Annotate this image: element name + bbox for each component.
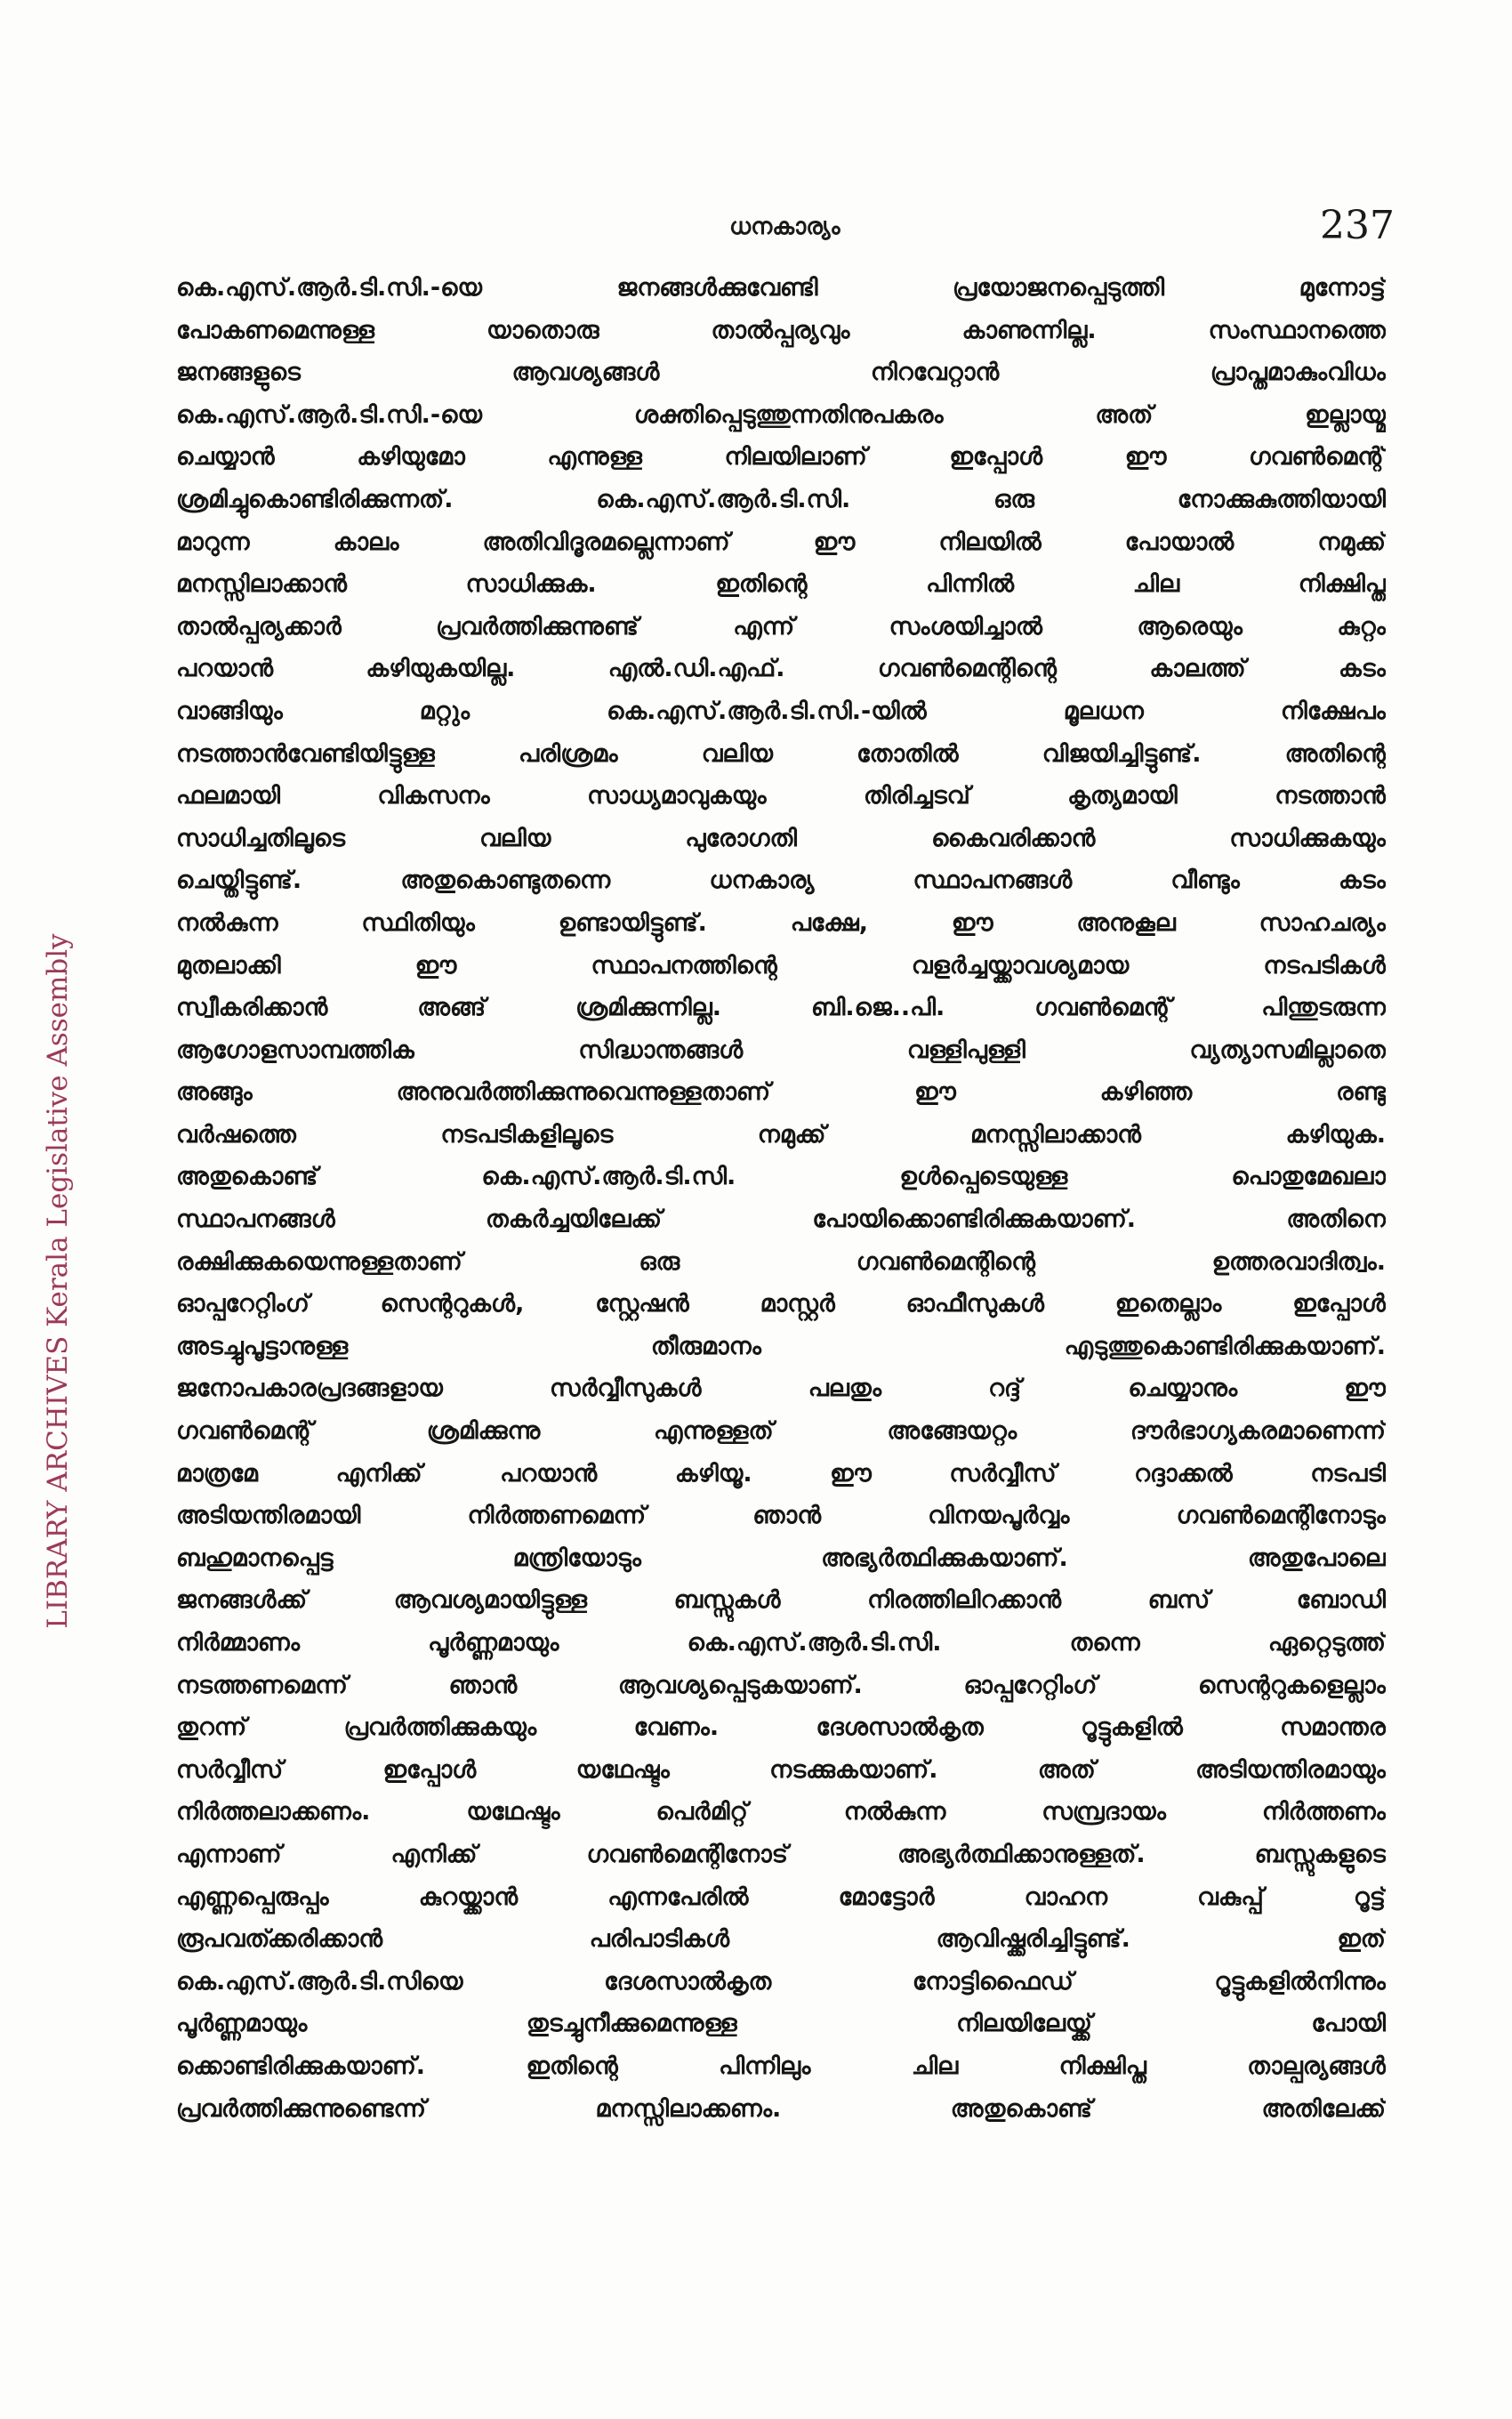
text-line: അങ്ങും അനുവർത്തിക്കുന്നുവെന്നുള്ളതാണ് ഈ കഴിഞ്ഞ രണ്ടു [176, 1078, 1386, 1107]
text-line: സ്വീകരിക്കാൻ അങ്ങ് ശ്രമിക്കുന്നില്ല. ബി.ജെ..പി. ഗവൺമെന്റ് പിന്തുടരുന്ന [176, 994, 1386, 1022]
text-line: മാറുന്ന കാലം അതിവിദൂരമല്ലെന്നാണ് ഈ നിലയിൽ പോയാൽ നമുക്ക് [176, 528, 1386, 556]
text-line: ഗവൺമെന്റ് ശ്രമിക്കുന്നു എന്നുള്ളത് അങ്ങേയറ്റം ദൗർഭാഗ്യകരമാണെന്ന് [176, 1417, 1386, 1446]
running-header-title: ധനകാര്യം [729, 214, 840, 240]
text-line: മനസ്സിലാക്കാൻ സാധിക്കുക. ഇതിന്റെ പിന്നിൽ ചില നിക്ഷിപ്ത [176, 570, 1386, 599]
text-line: ജനോപകാരപ്രദങ്ങളായ സർവ്വീസുകൾ പലതും റദ്ദ് ചെയ്യാനും ഈ [176, 1375, 1386, 1403]
text-line: മാത്രമേ എനിക്ക് പറയാൻ കഴിയൂ. ഈ സർവ്വീസ് റദ്ദാക്കൽ നടപടി [176, 1459, 1386, 1488]
text-line: വാങ്ങിയും മറ്റും കെ.എസ്.ആർ.ടി.സി.-യിൽ മൂലധന നിക്ഷേപം [176, 697, 1386, 725]
text-line: പോകണമെന്നുള്ള യാതൊരു താൽപ്പര്യവും കാണുന്നില്ല. സംസ്ഥാനത്തെ [176, 316, 1386, 344]
text-line: പറയാൻ കഴിയുകയില്ല. എൽ.ഡി.എഫ്. ഗവൺമെന്റിന്റെ കാലത്ത് കടം [176, 655, 1386, 683]
text-line: ശ്രമിച്ചുകൊണ്ടിരിക്കുന്നത്. കെ.എസ്.ആർ.ടി.സി. ഒരു നോക്കുകുത്തിയായി [176, 485, 1386, 513]
watermark-container [36, 836, 89, 1726]
text-line: അതുകൊണ്ട് കെ.എസ്.ആർ.ടി.സി. ഉൾപ്പെടെയുള്ള പൊതുമേഖലാ [176, 1163, 1386, 1191]
text-line: ക്കൊണ്ടിരിക്കുകയാണ്. ഇതിന്റെ പിന്നിലും ചില നിക്ഷിപ്ത താല്പര്യങ്ങൾ [176, 2052, 1386, 2080]
text-line: നടത്താൻവേണ്ടിയിട്ടുള്ള പരിശ്രമം വലിയ തോതിൽ വിജയിച്ചിട്ടുണ്ട്. അതിന്റെ [176, 739, 1386, 768]
text-line: സാധിച്ചതിലൂടെ വലിയ പുരോഗതി കൈവരിക്കാൻ സാധിക്കുകയും [176, 824, 1386, 852]
text-line: ചെയ്തിട്ടുണ്ട്. അതുകൊണ്ടുതന്നെ ധനകാര്യ സ്ഥാപനങ്ങൾ വീണ്ടും കടം [176, 867, 1386, 895]
text-line: താൽപ്പര്യക്കാർ പ്രവർത്തിക്കുന്നുണ്ട് എന്ന് സംശയിച്ചാൽ ആരെയും കുറ്റം [176, 612, 1386, 641]
text-line: സർവ്വീസ് ഇപ്പോൾ യഥേഷ്ടം നടക്കുകയാണ്. അത് അടിയന്തിരമായും [176, 1755, 1386, 1784]
text-line: പ്രവർത്തിക്കുന്നുണ്ടെന്ന് മനസ്സിലാക്കണം. അതുകൊണ്ട് അതിലേക്ക് [176, 2094, 1386, 2123]
text-line: ബഹുമാനപ്പെട്ട മന്ത്രിയോടും അഭ്യർത്ഥിക്കുകയാണ്. അതുപോലെ [176, 1544, 1386, 1572]
text-line: ചെയ്യാൻ കഴിയുമോ എന്നുള്ള നിലയിലാണ് ഇപ്പോൾ ഈ ഗവൺമെന്റ് [176, 443, 1386, 472]
text-line: നടത്തണമെന്ന് ഞാൻ ആവശ്യപ്പെടുകയാണ്. ഓപ്പറേറ്റിംഗ് സെന്ററുകളെല്ലാം [176, 1671, 1386, 1699]
text-line: കെ.എസ്.ആർ.ടി.സിയെ ദേശസാൽകൃത നോട്ടിഫൈഡ് റൂട്ടുകളിൽനിന്നും [176, 1967, 1386, 1996]
page-number: 237 [1320, 203, 1395, 248]
text-line: എന്നാണ് എനിക്ക് ഗവൺമെന്റിനോട് അഭ്യർത്ഥിക്കാനുള്ളത്. ബസ്സുകളുടെ [176, 1840, 1386, 1868]
text-line: നിർമ്മാണം പൂർണ്ണമായും കെ.എസ്.ആർ.ടി.സി. തന്നെ ഏറ്റെടുത്ത് [176, 1629, 1386, 1657]
text-line: ആഗോളസാമ്പത്തിക സിദ്ധാന്തങ്ങൾ വള്ളിപുള്ളി വ്യത്യാസമില്ലാതെ [176, 1036, 1386, 1064]
text-line: ഓപ്പറേറ്റിംഗ് സെന്ററുകൾ, സ്റ്റേഷൻ മാസ്റ്റർ ഓഫീസുകൾ ഇതെല്ലാം ഇപ്പോൾ [176, 1290, 1386, 1318]
text-line: കെ.എസ്.ആർ.ടി.സി.-യെ ജനങ്ങൾക്കുവേണ്ടി പ്രയോജനപ്പെടുത്തി മുന്നോട്ട് [176, 274, 1386, 302]
text-line: പൂർണ്ണമായും തുടച്ചുനീക്കുമെന്നുള്ള നിലയിലേയ്ക്ക് പോയി [176, 2010, 1386, 2038]
text-line: അടിയന്തിരമായി നിർത്തണമെന്ന് ഞാൻ വിനയപൂർവ്വം ഗവൺമെന്റിനോടും [176, 1502, 1386, 1530]
archive-watermark: LIBRARY ARCHIVES Kerala Legislative Assembly [42, 933, 74, 1629]
text-line: നൽകുന്ന സ്ഥിതിയും ഉണ്ടായിട്ടുണ്ട്. പക്ഷേ, ഈ അനുകൂല സാഹചര്യം [176, 908, 1386, 937]
text-line: ജനങ്ങൾക്ക് ആവശ്യമായിട്ടുള്ള ബസ്സുകൾ നിരത്തിലിറക്കാൻ ബസ് ബോഡി [176, 1586, 1386, 1615]
text-line: ഫലമായി വികസനം സാധ്യമാവുകയും തിരിച്ചടവ് കൃത്യമായി നടത്താൻ [176, 782, 1386, 810]
text-line: എണ്ണപ്പെരുപ്പം കുറയ്ക്കാൻ എന്നപേരിൽ മോട്ടോർ വാഹന വകുപ്പ് റൂട്ട് [176, 1883, 1386, 1911]
text-line: സ്ഥാപനങ്ങൾ തകർച്ചയിലേക്ക് പോയിക്കൊണ്ടിരിക്കുകയാണ്. അതിനെ [176, 1205, 1386, 1234]
body-paragraph [176, 267, 1386, 2130]
text-line: മുതലാക്കി ഈ സ്ഥാപനത്തിന്റെ വളർച്ചയ്ക്കാവശ്യമായ നടപടികൾ [176, 951, 1386, 980]
text-line: ജനങ്ങളുടെ ആവശ്യങ്ങൾ നിറവേറ്റാൻ പ്രാപ്തമാകുംവിധം [176, 359, 1386, 387]
text-line: അടച്ചുപൂട്ടാനുള്ള തീരുമാനം എടുത്തുകൊണ്ടിരിക്കുകയാണ്. [176, 1332, 1386, 1360]
text-line: നിർത്തലാക്കണം. യഥേഷ്ടം പെർമിറ്റ് നൽകുന്ന സമ്പ്രദായം നിർത്തണം [176, 1798, 1386, 1826]
text-line: കെ.എസ്.ആർ.ടി.സി.-യെ ശക്തിപ്പെടുത്തുന്നതിനുപകരം അത് ഇല്ലായ്മ [176, 400, 1386, 429]
text-line: രൂപവത്ക്കരിക്കാൻ പരിപാടികൾ ആവിഷ്ക്കരിച്ചിട്ടുണ്ട്. ഇത് [176, 1925, 1386, 1954]
text-line: വർഷത്തെ നടപടികളിലൂടെ നമുക്ക് മനസ്സിലാക്കാൻ കഴിയുക. [176, 1120, 1386, 1149]
text-line: രക്ഷിക്കുകയെന്നുള്ളതാണ് ഒരു ഗവൺമെന്റിന്റെ ഉത്തരവാദിത്വം. [176, 1247, 1386, 1276]
text-line: തുറന്ന് പ്രവർത്തിക്കുകയും വേണം. ദേശസാൽകൃത റൂട്ടുകളിൽ സമാന്തര [176, 1713, 1386, 1742]
